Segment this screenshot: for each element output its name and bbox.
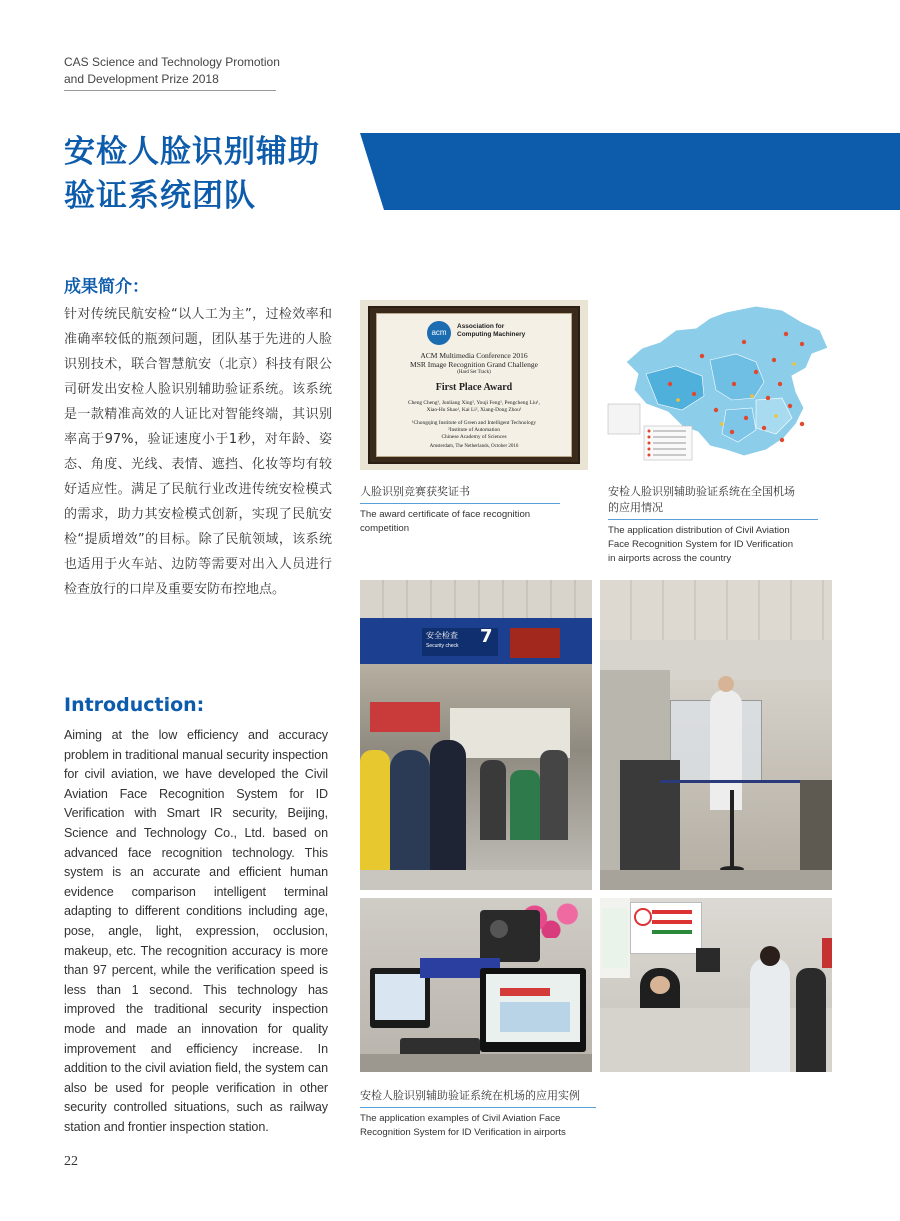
checkpoint-lane-number: 7	[480, 626, 493, 647]
verification-gate-photo	[600, 580, 832, 890]
cert-org-line-2: Computing Machinery	[457, 331, 526, 338]
map-caption-en-2: Face Recognition System for ID Verification	[608, 539, 794, 550]
map-caption	[608, 484, 818, 566]
page-title	[64, 130, 320, 218]
map-caption-cn-1: 安检人脸识别辅助验证系统在全国机场	[608, 485, 795, 498]
title-line-2: 验证系统团队	[64, 178, 256, 214]
award-certificate-photo	[360, 300, 588, 470]
photos-caption	[360, 1088, 596, 1140]
map-caption-rule	[608, 519, 818, 520]
checkpoint-sign-en: Security check	[426, 643, 459, 649]
system-equipment-photo	[360, 898, 592, 1072]
title-line-1: 安检人脸识别辅助	[64, 134, 320, 170]
cert-challenge: MSR Image Recognition Grand Challenge	[410, 360, 538, 369]
map-caption-en-1: The application distribution of Civil Aviation	[608, 525, 790, 536]
map-caption-en-3: in airports across the country	[608, 553, 732, 564]
header-line-1: CAS Science and Technology Promotion	[64, 55, 280, 69]
cert-conference: ACM Multimedia Conference 2016	[420, 351, 528, 360]
intro-cn-heading: 成果简介：	[64, 277, 149, 297]
intro-cn-body: 针对传统民航安检“以人工为主”，过检效率和准确率较低的瓶颈问题，团队基于先进的人脸识别技术，联合智慧航安（北京）科技有限公司研发出安检人脸识别辅助验证系统。该系统是一款精准高效的人证比对智能终端，其识别率高于97%，验证速度小于1秒，对年龄、姿态、角度、光线、表情、遮挡、化妆等均有较好适应性。满足了民航行业改进传统安检模式的需求，助力其安检模式创新，实现了民航安检“提质增效”的目标。除了民航领域，该系统也适用于火车站、边防等需要对出入人员进行检查放行的口岸及重要安防布控地点。	[64, 307, 332, 597]
map-caption-cn-2: 的应用情况	[608, 501, 663, 514]
cert-caption-rule	[360, 503, 560, 504]
cert-caption-cn: 人脸识别竞赛获奖证书	[360, 485, 470, 498]
cert-names-2: Xiao-Hu Shao¹, Kai Li², Xiang-Dong Zhou¹	[426, 407, 522, 413]
cert-inst-2: ²Institute of Automation	[448, 427, 500, 433]
acm-logo: acm	[427, 321, 451, 345]
china-airport-map	[606, 300, 838, 470]
security-check-lane-photo	[360, 580, 592, 890]
cert-org-line-1: Association for	[457, 323, 505, 330]
cert-inst-1: ¹Chongqing Institute of Green and Intelligent Technology	[411, 420, 537, 426]
map-graphic	[606, 300, 838, 470]
cert-track: (Hard Set Track)	[457, 370, 491, 375]
cert-caption-en-2: competition	[360, 523, 410, 534]
intro-en-heading: Introduction:	[64, 694, 205, 716]
cert-caption	[360, 484, 560, 536]
checkpoint-sign-cn: 安全检查	[426, 631, 458, 640]
photos-caption-rule	[360, 1107, 596, 1108]
cert-award: First Place Award	[435, 382, 513, 393]
cert-names-1: Cheng Cheng¹, Junliang Xing², Youji Feng¹, Pengcheng Liu¹,	[408, 400, 540, 406]
header-line-2: and Development Prize 2018	[64, 72, 219, 86]
page-number: 22	[64, 1154, 78, 1169]
photos-caption-en-2: Recognition System for ID Verification in airports	[360, 1127, 566, 1138]
cert-place: Amsterdam, The Netherlands, October 2016	[429, 444, 519, 449]
intro-en-body: Aiming at the low efficiency and accuracy problem in traditional manual security inspection for civil aviation, we have developed the Civil Aviation Face Recognition System for ID Verification with Smart IR security, Beijing, Science and Technology Co., Ltd. based on advanced face recognition technology. This system is an accurate and efficient human evidence comparison intelligent terminal adapting to different conditions including age, pose, angle, light, expression, occlusion, makeup, etc. The recognition accuracy is more than 97 percent, while the verification speed is less than 1 second. This technology has improved the traditional security inspection mode and made an innovation for quality improvement and efficiency increase. In addition to the civil aviation field, the system can also be used for people verification in other security controlled situations, such as railway station and frontier inspection station.	[64, 728, 328, 1134]
cert-inst-3: Chinese Academy of Sciences	[441, 434, 507, 440]
cert-caption-en-1: The award certificate of face recognition	[360, 509, 531, 520]
verification-counter-photo	[600, 898, 832, 1072]
photos-caption-en-1: The application examples of Civil Aviation Face	[360, 1113, 561, 1124]
photos-caption-cn: 安检人脸识别辅助验证系统在机场的应用实例	[360, 1089, 580, 1102]
